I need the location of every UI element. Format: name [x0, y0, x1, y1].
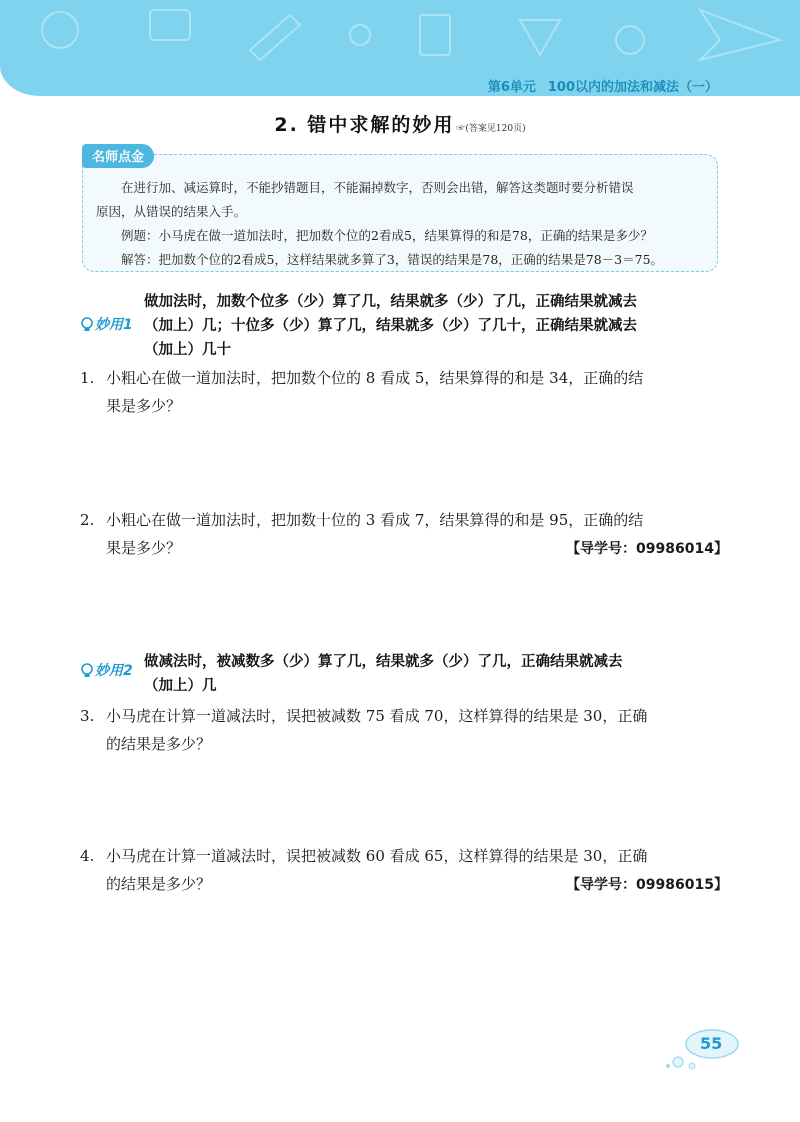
unit-number: 第6单元 — [487, 80, 536, 95]
study-number-ref: 【导学号：09986014】 — [566, 541, 728, 557]
lightbulb-icon — [80, 317, 94, 333]
method-2-line: （加上）几 — [144, 678, 217, 694]
question-number: 1. — [80, 369, 95, 387]
question-line: 果是多少？ — [106, 539, 182, 557]
unit-title: 100以内的加法和减法（一） — [547, 80, 718, 95]
question-line: 小粗心在做一道加法时，把加数个位的 8 看成 5，结果算得的和是 34，正确的结 — [106, 369, 644, 387]
method-2-text — [144, 650, 734, 698]
question-line: 小马虎在计算一道减法时，误把被减数 75 看成 70，这样算得的结果是 30，正确 — [106, 707, 648, 725]
method-2-line: 做减法时，被减数多（少）算了几，结果就多（少）了几，正确结果就减去 — [144, 654, 623, 670]
tips-line: 在进行加、减运算时，不能抄错题目，不能漏掉数字，否则会出错，解答这类题时要分析错误 — [121, 180, 634, 195]
tips-text — [96, 176, 706, 272]
study-number-ref: 【导学号：09986015】 — [566, 877, 728, 893]
page-number: 55 — [700, 1034, 723, 1053]
question-number: 3. — [80, 707, 95, 725]
question-line: 小粗心在做一道加法时，把加数十位的 3 看成 7，结果算得的和是 95，正确的结 — [106, 511, 644, 529]
question-number: 2. — [80, 511, 95, 529]
method-1-line: （加上）几十 — [144, 342, 231, 358]
method-1-text — [144, 290, 734, 362]
question-line: 的结果是多少？ — [106, 875, 212, 893]
tips-example: 例题：小马虎在做一道加法时，把加数个位的2看成5，结果算得的和是78，正确的结果是多少？ — [121, 228, 653, 243]
section-title: 2. 错中求解的妙用 — [274, 114, 455, 136]
section-title-row — [0, 110, 800, 137]
lightbulb-icon — [80, 663, 94, 679]
question-line: 果是多少？ — [106, 397, 182, 415]
tips-line: 原因，从错误的结果入手。 — [96, 204, 247, 219]
question-number: 4. — [80, 847, 95, 865]
question-3 — [80, 702, 728, 758]
question-line: 小马虎在计算一道减法时，误把被减数 60 看成 65，这样算得的结果是 30，正确 — [106, 847, 648, 865]
method-1-tag — [80, 314, 133, 334]
answer-reference: ☞(答案见120页) — [456, 124, 526, 134]
method-2-label: 妙用2 — [95, 663, 133, 679]
method-1-line: （加上）几；十位多（少）算了几，结果就多（少）了几十，正确结果就减去 — [144, 318, 637, 334]
tips-solution: 解答：把加数个位的2看成5，这样结果就多算了3，错误的结果是78，正确的结果是78－3＝75。 — [121, 252, 664, 267]
method-1-line: 做加法时，加数个位多（少）算了几，结果就多（少）了几，正确结果就减去 — [144, 294, 637, 310]
unit-label — [488, 76, 718, 95]
question-1 — [80, 364, 728, 420]
method-2-tag — [80, 660, 133, 680]
method-1-label: 妙用1 — [95, 317, 133, 333]
question-line: 的结果是多少？ — [106, 735, 212, 753]
tips-tag: 名师点金 — [82, 144, 154, 168]
